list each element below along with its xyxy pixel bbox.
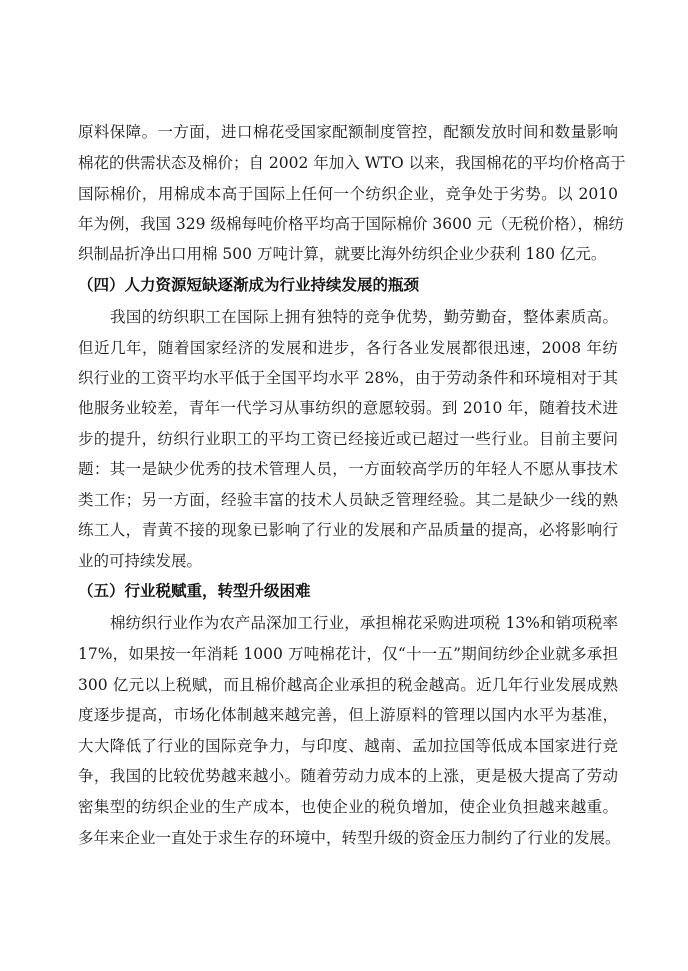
text-line: 但近几年，随着国家经济的发展和进步，各行各业发展都很迅速，2008 年纺 <box>78 339 618 357</box>
text-line: 国际棉价，用棉成本高于国际上任何一个纺织企业，竞争处于劣势。以 2010 <box>78 185 618 203</box>
text-line: 类工作；另一方面，经验丰富的技术人员缺乏管理经验。其二是缺少一线的熟 <box>78 491 618 509</box>
text-line: 大大降低了行业的国际竞争力，与印度、越南、孟加拉国等低成本国家进行竞 <box>78 737 618 755</box>
text-line: 我国的纺织职工在国际上拥有独特的竞争优势，勤劳勤奋，整体素质高。 <box>110 308 618 326</box>
text-line: 织制品折净出口用棉 500 万吨计算，就要比海外纺织企业少获利 180 亿元。 <box>78 245 607 263</box>
text-line: 多年来企业一直处于求生存的环境中，转型升级的资金压力制约了行业的发展。 <box>78 829 621 847</box>
section-heading-human-resources: （四）人力资源短缺逐渐成为行业持续发展的瓶颈 <box>78 276 420 294</box>
text-line: 17%，如果按一年消耗 1000 万吨棉花计，仅“十一五”期间纺纱企业就多承担 <box>78 645 618 663</box>
text-line: 度逐步提高，市场化体制越来越完善，但上游原料的管理以国内水平为基准， <box>78 706 618 724</box>
text-line: 步的提升，纺织行业职工的平均工资已经接近或已超过一些行业。目前主要问 <box>78 430 618 448</box>
text-line: 密集型的纺织企业的生产成本，也使企业的税负增加，使企业负担越来越重。 <box>78 798 618 816</box>
text-line: 织行业的工资平均水平低于全国平均水平 28%，由于劳动条件和环境相对于其 <box>78 369 618 387</box>
text-line: 业的可持续发展。 <box>78 552 203 570</box>
text-line: 原料保障。一方面，进口棉花受国家配额制度管控，配额发放时间和数量影响 <box>78 123 618 141</box>
text-line: 练工人，青黄不接的现象已影响了行业的发展和产品质量的提高，必将影响行 <box>78 521 618 539</box>
text-line: 年为例，我国 329 级棉每吨价格平均高于国际棉价 3600 元（无税价格），棉纺 <box>78 215 624 233</box>
text-line: 他服务业较差，青年一代学习从事纺织的意愿较弱。到 2010 年，随着技术进 <box>78 399 618 417</box>
text-line: 争，我国的比较优势越来越小。随着劳动力成本的上涨，更是极大提高了劳动 <box>78 767 618 785</box>
text-line: 300 亿元以上税赋，而且棉价越高企业承担的税金越高。近几年行业发展成熟 <box>78 676 618 694</box>
section-heading-tax-burden: （五）行业税赋重，转型升级困难 <box>78 582 311 600</box>
text-line: 棉花的供需状态及棉价；自 2002 年加入 WTO 以来，我国棉花的平均价格高于 <box>78 154 626 172</box>
text-line: 棉纺织行业作为农产品深加工行业，承担棉花采购进项税 13%和销项税率 <box>110 614 618 632</box>
text-line: 题：其一是缺少优秀的技术管理人员，一方面较高学历的年轻人不愿从事技术 <box>78 460 618 478</box>
